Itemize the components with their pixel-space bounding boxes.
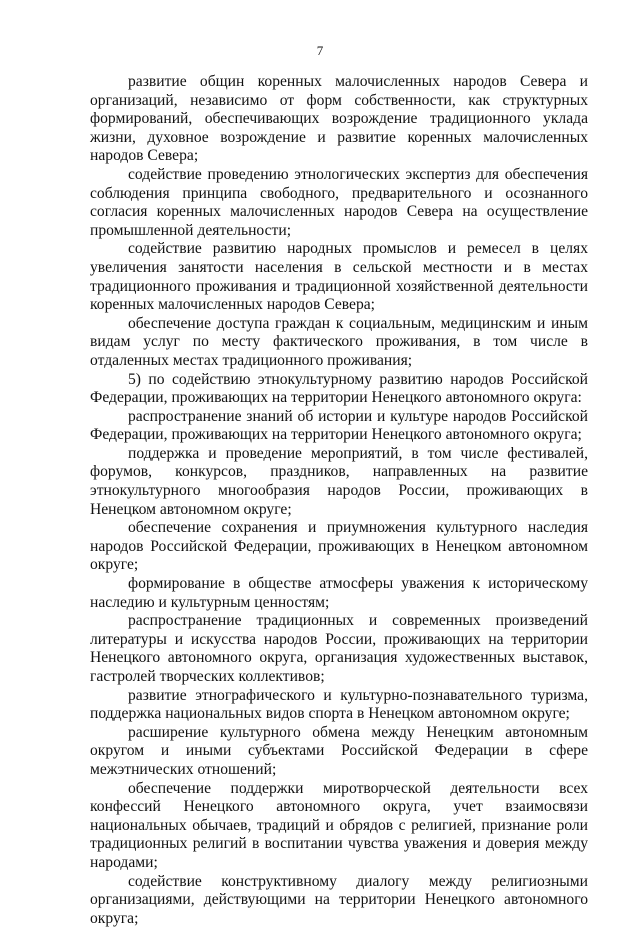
paragraph-festivals-support: поддержка и проведение мероприятий, в том числе фестивалей, форумов, конкурсов, праздников, направленных на развитие этнокультурного многообразия народов России, проживающих в Ненецком автономном округе; xyxy=(90,444,588,518)
paragraph-services-access: обеспечение доступа граждан к социальным, медицинским и иным видам услуг по месту фактического проживания, в том числе в отдаленных местах традиционного проживания; xyxy=(90,314,588,369)
paragraph-knowledge-dissemination: распространение знаний об истории и культуре народов Российской Федерации, проживающих на территории Ненецкого автономного округа; xyxy=(90,407,588,444)
paragraph-ethnological-expertise: содействие проведению этнологических экспертиз для обеспечения соблюдения принципа свободного, предварительного и осознанного согласия коренных малочисленных народов Севера на осуществление промышленной деятельности; xyxy=(90,165,588,239)
paragraph-heritage-preservation: обеспечение сохранения и приумножения культурного наследия народов Российской Федерации, проживающих в Ненецком автономном округе; xyxy=(90,519,588,574)
page-number: 7 xyxy=(316,43,324,58)
paragraph-respect-atmosphere: формирование в обществе атмосферы уважения к историческому наследию и культурным ценностям; xyxy=(90,575,588,611)
paragraph-cultural-exchange: расширение культурного обмена между Ненецким автономным округом и иными субъектами Российской Федерации в сфере межэтнических отношений; xyxy=(90,723,588,778)
paragraph-folk-crafts: содействие развитию народных промыслов и ремесел в целях увеличения занятости населения в сельской местности и в местах традиционного проживания и традиционной хозяйственной деятельности коренных малочисленных народов Севера; xyxy=(90,240,588,314)
paragraph-literature-art: распространение традиционных и современных произведений литературы и искусства народов России, проживающих на территории Ненецкого автономного округа, организация художественных выставок, гастролей творческих коллективов; xyxy=(90,612,588,685)
paragraph-tourism-sports: развитие этнографического и культурно-познавательного туризма, поддержка национальных видов спорта в Ненецком автономном округе; xyxy=(90,686,588,723)
paragraph-section-5-heading: 5) по содействию этнокультурному развитию народов Российской Федерации, проживающих на территории Ненецкого автономного округа: xyxy=(90,370,588,407)
paragraph-peacekeeping-support: обеспечение поддержки миротворческой деятельности всех конфессий Ненецкого автономного округа, учет взаимосвязи национальных обычаев, традиций и обрядов с религией, признание роли традиционных религий в воспитании чувства уважения и доверия между народами; xyxy=(90,779,588,871)
paragraph-religious-dialogue: содействие конструктивному диалогу между религиозными организациями, действующими на территории Ненецкого автономного округа; xyxy=(90,872,588,927)
document-body xyxy=(90,73,588,928)
paragraph-communities-development: развитие общин коренных малочисленных народов Севера и организаций, независимо от форм собственности, как структурных формирований, обеспечивающих возрождение традиционного уклада жизни, духовное возрождение и развитие коренных малочисленных народов Севера; xyxy=(90,73,588,165)
